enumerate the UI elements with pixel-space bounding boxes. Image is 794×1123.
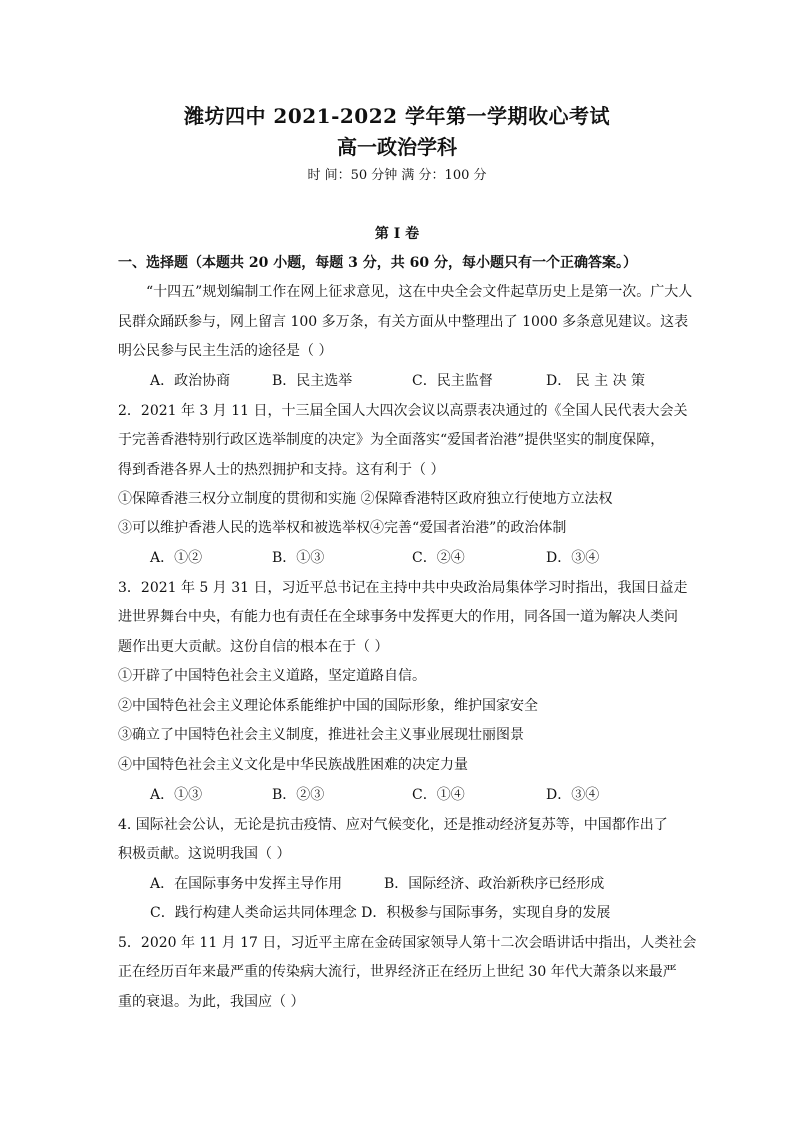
q2-statement-3-4: ③可以维护香港人民的选举权和被选举权④完善“爱国者治港”的政治体制 xyxy=(118,520,567,536)
q1-line-2: 民群众踊跃参与，网上留言 100 多万条，有关方面从中整理出了 1000 多条意见建议。这表 xyxy=(118,314,689,330)
q3-statement-1: ①开辟了中国特色社会主义道路，坚定道路自信。 xyxy=(118,668,426,684)
q2-line-2: 于完善香港特别行政区选举制度的决定》为全面落实“爱国者治港”提供坚实的制度保障， xyxy=(118,432,665,448)
q2-option-d: D．③④ xyxy=(546,550,600,566)
q1-option-b: B．民主选举 xyxy=(272,373,353,389)
volume-heading: 第 I 卷 xyxy=(374,226,420,242)
q4-option-b: B．国际经济、政治新秩序已经形成 xyxy=(384,876,605,892)
q4-option-a: A．在国际事务中发挥主导作用 xyxy=(150,876,343,892)
exam-subject: 高一政治学科 xyxy=(337,135,457,159)
q2-line-1: 2．2021 年 3 月 11 日，十三届全国人大四次会议以高票表决通过的《全国人民代表大会关 xyxy=(118,403,688,419)
q2-option-a: A．①② xyxy=(150,550,203,566)
q5-line-3: 重的衰退。为此，我国应（ ） xyxy=(118,994,305,1010)
section-heading: 一、选择题（本题共 20 小题，每题 3 分，共 60 分，每小题只有一个正确答案。） xyxy=(118,255,637,271)
q2-option-c: C．②④ xyxy=(412,550,465,566)
q3-statement-4: ④中国特色社会主义文化是中华民族战胜困难的决定力量 xyxy=(118,757,468,773)
q1-line-3: 明公民参与民主生活的途径是（ ） xyxy=(118,343,333,359)
q3-line-3: 题作出更大贡献。这份自信的根本在于（ ） xyxy=(118,639,389,655)
q3-statement-2: ②中国特色社会主义理论体系能维护中国的国际形象，维护国家安全 xyxy=(118,698,538,714)
q3-line-1: 3．2021 年 5 月 31 日，习近平总书记在主持中共中央政治局集体学习时指出，我国日益走 xyxy=(118,580,688,596)
q2-option-b: B．①③ xyxy=(272,550,325,566)
exam-time-info: 时 间：50 分钟 满 分：100 分 xyxy=(307,168,487,183)
q5-line-2: 正在经历百年来最严重的传染病大流行，世界经济正在经历上世纪 30 年代大萧条以来最严 xyxy=(118,964,677,980)
q4-option-c-d: C．践行构建人类命运共同体理念 D．积极参与国际事务，实现自身的发展 xyxy=(150,905,611,921)
q1-line-1: “十四五”规划编制工作在网上征求意见，这在中央全会文件起草历史上是第一次。广大人 xyxy=(146,284,693,300)
q1-option-a: A．政治协商 xyxy=(150,373,231,389)
q1-option-d: D． 民 主 决 策 xyxy=(546,373,646,389)
q3-option-b: B．②③ xyxy=(272,787,325,803)
q4-line-1: 4. 国际社会公认，无论是抗击疫情、应对气候变化，还是推动经济复苏等，中国都作出了 xyxy=(118,817,668,833)
q1-option-c: C．民主监督 xyxy=(412,373,493,389)
q4-line-2: 积极贡献。这说明我国（ ） xyxy=(118,846,291,862)
q3-option-a: A．①③ xyxy=(150,787,203,803)
q5-line-1: 5．2020 年 11 月 17 日，习近平主席在金砖国家领导人第十二次会晤讲话中指出，人类社会 xyxy=(118,935,697,951)
q2-line-3: 得到香港各界人士的热烈拥护和支持。这有利于（ ） xyxy=(118,462,445,478)
exam-title: 潍坊四中 2021-2022 学年第一学期收心考试 xyxy=(183,104,611,128)
q3-line-2: 进世界舞台中央，有能力也有责任在全球事务中发挥更大的作用，同各国一道为解决人类问 xyxy=(118,609,678,625)
q3-statement-3: ③确立了中国特色社会主义制度，推进社会主义事业展现壮丽图景 xyxy=(118,727,524,743)
q2-statement-1-2: ①保障香港三权分立制度的贯彻和实施 ②保障香港特区政府独立行使地方立法权 xyxy=(118,491,613,507)
q3-option-d: D．③④ xyxy=(546,787,600,803)
q3-option-c: C．①④ xyxy=(412,787,465,803)
